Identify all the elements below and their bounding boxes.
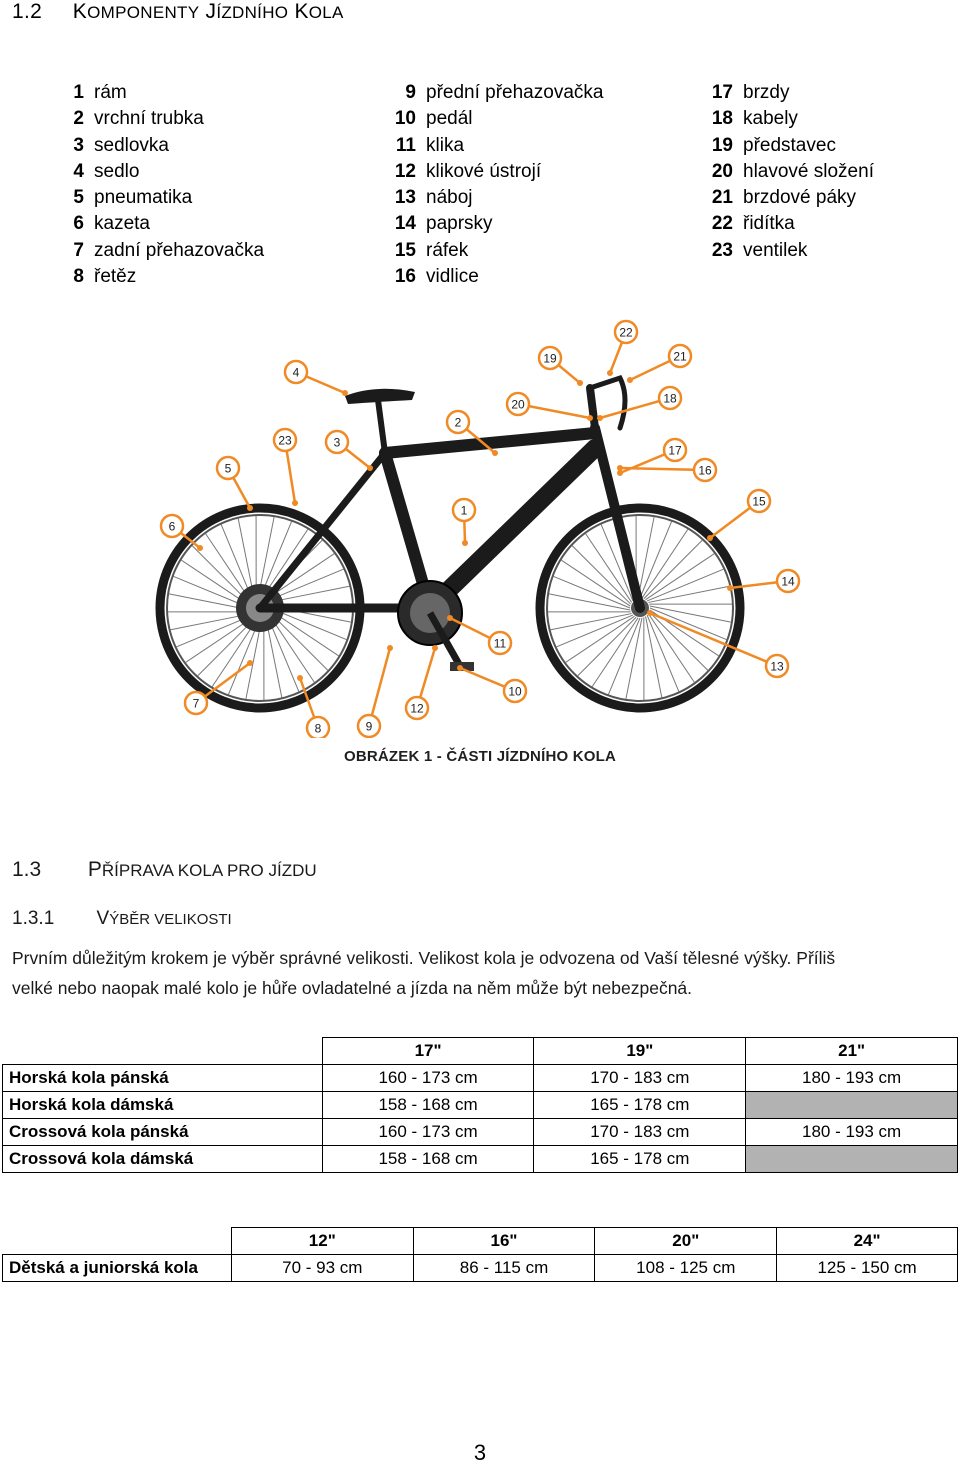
part-item <box>697 238 874 264</box>
heading-cap: K <box>72 0 88 23</box>
table-header-cell <box>3 1228 232 1255</box>
part-item <box>380 159 603 185</box>
callout-label: 8 <box>314 721 322 736</box>
callout-16 <box>617 459 716 481</box>
row-label-cell: Crossová kola dámská <box>3 1146 323 1173</box>
heading-cap: J <box>205 0 217 23</box>
row-label-cell: Horská kola pánská <box>3 1065 323 1092</box>
size-cell: 158 - 168 cm <box>322 1092 534 1119</box>
size-cell: 125 - 150 cm <box>777 1255 958 1282</box>
part-item <box>697 133 874 159</box>
callout-18 <box>597 387 681 421</box>
part-label: klika <box>426 134 465 156</box>
callout-9 <box>358 645 393 737</box>
part-label: náboj <box>426 187 473 209</box>
table-header-cell: 16" <box>413 1228 595 1255</box>
callout-label: 4 <box>292 365 300 380</box>
callout-label: 20 <box>511 397 525 412</box>
part-label: vrchní trubka <box>94 108 204 130</box>
callout-15 <box>707 490 770 541</box>
table-header-row <box>3 1228 958 1255</box>
part-item <box>380 238 603 264</box>
heading-cap: K <box>294 0 309 23</box>
callout-label: 5 <box>224 461 232 476</box>
part-label: ráfek <box>426 239 469 261</box>
part-number: 22 <box>711 213 733 235</box>
part-item <box>60 80 264 106</box>
callout-label: 23 <box>278 433 292 448</box>
size-cell: 70 - 93 cm <box>231 1255 413 1282</box>
section-number: 1.3 <box>12 858 42 881</box>
part-label: brzdy <box>743 82 790 103</box>
part-label: řetěz <box>94 266 137 288</box>
part-number: 20 <box>711 160 733 182</box>
part-number: 8 <box>73 266 84 288</box>
callout-label: 18 <box>663 391 677 406</box>
section-number: 1.3.1 <box>12 908 55 929</box>
row-label-cell: Horská kola dámská <box>3 1092 323 1119</box>
size-cell: 170 - 183 cm <box>534 1065 746 1092</box>
part-number: 11 <box>395 134 416 156</box>
heading-rest: OLA <box>308 3 344 22</box>
part-label: zadní přehazovačka <box>94 239 265 261</box>
part-number: 3 <box>73 134 84 156</box>
part-label: brzdové páky <box>743 187 857 209</box>
size-cell: 160 - 173 cm <box>322 1119 534 1146</box>
callout-label: 15 <box>752 494 766 509</box>
part-label: představec <box>743 134 836 156</box>
table-row <box>3 1092 958 1119</box>
row-label-cell: Dětská a juniorská kola <box>3 1255 232 1282</box>
part-label: pneumatika <box>94 187 193 209</box>
part-number: 13 <box>394 187 416 209</box>
brand-decal: WESTAC <box>486 465 546 521</box>
table-header-cell: 21" <box>746 1038 958 1065</box>
callout-4 <box>285 361 348 396</box>
part-item <box>380 133 603 159</box>
table-row <box>3 1146 958 1173</box>
callout-label: 21 <box>673 349 687 364</box>
callout-label: 9 <box>365 719 373 734</box>
callout-20 <box>507 393 593 421</box>
row-label-cell: Crossová kola pánská <box>3 1119 323 1146</box>
section-heading-1-3-1 <box>12 908 232 930</box>
part-number: 10 <box>394 108 416 130</box>
part-label: rám <box>94 82 127 103</box>
part-number: 12 <box>394 160 416 182</box>
size-cell: 180 - 193 cm <box>746 1119 958 1146</box>
part-number: 2 <box>73 108 84 130</box>
part-item <box>60 238 264 264</box>
part-number: 23 <box>711 239 733 261</box>
part-item <box>380 80 603 106</box>
table-row <box>3 1255 958 1282</box>
callout-label: 19 <box>543 351 557 366</box>
page-number: 3 <box>473 1440 487 1465</box>
part-number: 15 <box>394 239 416 261</box>
table-header-row <box>3 1038 958 1065</box>
part-label: kazeta <box>94 213 150 235</box>
part-item <box>60 211 264 237</box>
callout-label: 1 <box>460 503 468 518</box>
table-header-cell: 20" <box>595 1228 777 1255</box>
part-number: 14 <box>394 213 416 235</box>
callout-1 <box>453 499 475 546</box>
size-cell: 160 - 173 cm <box>322 1065 534 1092</box>
callout-label: 22 <box>619 325 633 340</box>
part-number: 18 <box>711 108 733 130</box>
part-label: klikové ústrojí <box>426 160 542 182</box>
table-row <box>3 1065 958 1092</box>
callout-label: 2 <box>454 415 462 430</box>
part-item <box>60 133 264 159</box>
part-number: 9 <box>405 82 416 103</box>
heading-rest: OMPONENTY <box>87 3 200 22</box>
part-number: 17 <box>711 82 733 103</box>
paragraph-line: Prvním důležitým krokem je výběr správné velikosti. Velikost kola je odvozena od Vaší tělesné výšky. Příliš <box>12 948 836 968</box>
part-label: řidítka <box>743 213 795 235</box>
part-item <box>380 185 603 211</box>
callout-label: 11 <box>493 636 507 651</box>
callout-label: 14 <box>781 574 795 589</box>
part-number: 1 <box>73 82 84 103</box>
part-number: 7 <box>73 239 84 261</box>
heading-rest: ŘÍPRAVA KOLA PRO JÍZDU <box>101 861 317 880</box>
callout-label: 13 <box>770 659 784 674</box>
kids-size-table <box>2 1227 958 1282</box>
table-header-cell: 17" <box>322 1038 534 1065</box>
part-number: 21 <box>711 187 733 209</box>
bicycle-figure <box>150 318 810 738</box>
callout-3 <box>326 431 373 471</box>
part-number: 4 <box>73 160 84 182</box>
table-header-cell: 24" <box>777 1228 958 1255</box>
callout-19 <box>539 347 583 386</box>
table-header-cell <box>3 1038 323 1065</box>
callout-label: 10 <box>508 684 522 699</box>
paragraph-line: velké nebo naopak malé kolo je hůře ovladatelné a jízda na něm může být nebezpečná. <box>12 978 693 998</box>
intro-paragraph <box>12 943 952 1003</box>
size-cell: 108 - 125 cm <box>595 1255 777 1282</box>
section-heading-1-2 <box>12 0 344 24</box>
part-item <box>380 106 603 132</box>
part-number: 19 <box>711 134 733 156</box>
heading-rest: ÍZDNÍHO <box>216 3 289 22</box>
callout-label: 7 <box>192 696 200 711</box>
size-cell <box>746 1146 958 1173</box>
size-cell: 158 - 168 cm <box>322 1146 534 1173</box>
callout-11 <box>447 615 511 654</box>
part-item <box>380 264 603 290</box>
part-label: vidlice <box>426 266 479 288</box>
size-cell <box>746 1092 958 1119</box>
callout-label: 6 <box>168 519 176 534</box>
section-heading-1-3 <box>12 858 317 882</box>
size-cell: 170 - 183 cm <box>534 1119 746 1146</box>
table-header-cell: 19" <box>534 1038 746 1065</box>
part-item <box>60 106 264 132</box>
part-number: 6 <box>73 213 84 235</box>
size-cell: 165 - 178 cm <box>534 1146 746 1173</box>
bicycle-frame <box>260 378 640 608</box>
part-label: pedál <box>426 108 473 130</box>
part-number: 5 <box>73 187 84 209</box>
part-item <box>697 106 874 132</box>
parts-column-1 <box>60 80 264 290</box>
heading-rest: ÝBĚR VELIKOSTI <box>109 911 232 928</box>
part-label: hlavové složení <box>743 160 874 182</box>
table-row <box>3 1119 958 1146</box>
figure-caption: OBRÁZEK 1 - ČÁSTI JÍZDNÍHO KOLA <box>343 748 617 765</box>
callout-label: 12 <box>410 701 424 716</box>
part-label: kabely <box>743 108 798 130</box>
size-cell: 86 - 115 cm <box>413 1255 595 1282</box>
part-label: ventilek <box>743 239 808 261</box>
part-item <box>697 80 874 106</box>
callout-21 <box>627 345 691 383</box>
section-number: 1.2 <box>12 0 43 23</box>
bicycle-illustration <box>150 318 810 738</box>
part-number: 16 <box>394 266 416 288</box>
table-header-cell: 12" <box>231 1228 413 1255</box>
part-item <box>60 159 264 185</box>
heading-cap: V <box>96 908 110 929</box>
part-label: paprsky <box>426 213 493 235</box>
callout-12 <box>406 645 438 719</box>
heading-cap: P <box>87 858 102 881</box>
callout-22 <box>607 321 637 376</box>
part-label: sedlo <box>94 160 140 182</box>
part-label: přední přehazovačka <box>426 82 604 103</box>
parts-column-3 <box>697 80 874 264</box>
callout-5 <box>217 457 253 511</box>
part-item <box>380 211 603 237</box>
part-item <box>60 264 264 290</box>
parts-column-2 <box>380 80 603 290</box>
part-item <box>697 159 874 185</box>
adult-size-table <box>2 1037 958 1173</box>
callout-label: 3 <box>333 435 341 450</box>
callout-label: 17 <box>668 443 682 458</box>
part-label: sedlovka <box>94 134 169 156</box>
part-item <box>697 185 874 211</box>
size-cell: 165 - 178 cm <box>534 1092 746 1119</box>
saddle <box>345 389 415 404</box>
part-item <box>60 185 264 211</box>
callout-label: 16 <box>698 463 712 478</box>
size-cell: 180 - 193 cm <box>746 1065 958 1092</box>
chainring <box>398 581 474 671</box>
callout-23 <box>274 429 298 506</box>
part-item <box>697 211 874 237</box>
callout-10 <box>457 665 526 702</box>
